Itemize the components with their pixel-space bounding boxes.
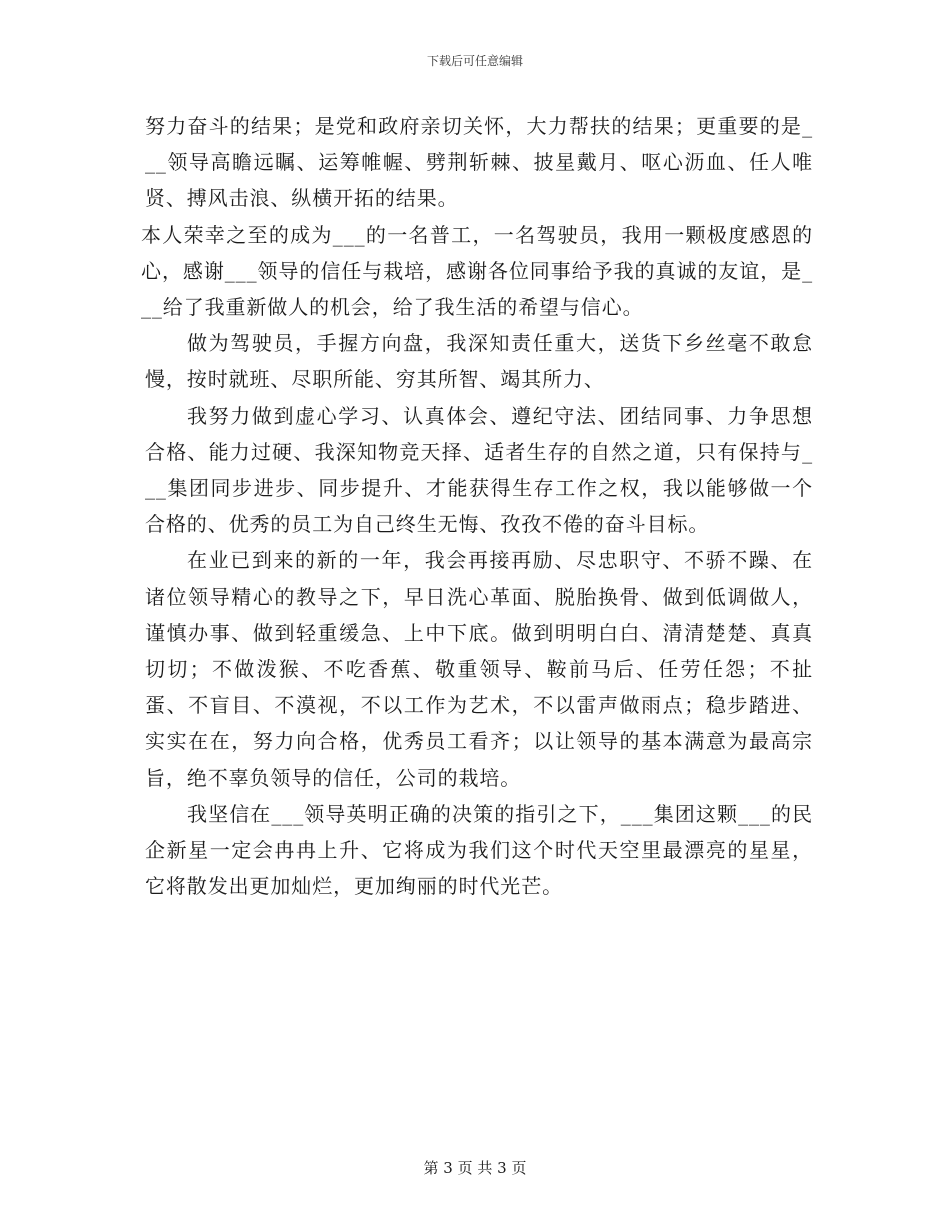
paragraph-1: 努力奋斗的结果；是党和政府亲切关怀，大力帮扶的结果；更重要的是___领导高瞻远瞩、运筹帷幄、劈荆斩棘、披星戴月、呕心沥血、任人唯贤、搏风击浪、纵横开拓的结果。 bbox=[145, 114, 813, 211]
paragraph-3: 做为驾驶员，手握方向盘，我深知责任重大，送货下乡丝毫不敢怠慢，按时就班、尽职所能、穷其所智、竭其所力、 bbox=[145, 331, 813, 392]
page-number: 第 3 页 共 3 页 bbox=[423, 1159, 527, 1177]
document-body bbox=[141, 108, 813, 904]
paragraph-5: 在业已到来的新的一年，我会再接再励、尽忠职守、不骄不躁、在诸位领导精心的教导之下，早日洗心革面、脱胎换骨、做到低调做人，谨慎办事、做到轻重缓急、上中下底。做到明明白白、清清楚楚、真真切切；不做泼猴、不吃香蕉、敬重领导、鞍前马后、任劳任怨；不扯蛋、不盲目、不漠视，不以工作为艺术，不以雷声做雨点；稳步踏进、实实在在，努力向合格，优秀员工看齐；以让领导的基本满意为最高宗旨，绝不辜负领导的信任，公司的栽培。 bbox=[145, 548, 813, 790]
paragraph-6: 我坚信在___领导英明正确的决策的指引之下，___集团这颗___的民企新星一定会冉冉上升、它将成为我们这个时代天空里最漂亮的星星，它将散发出更加灿烂，更加绚丽的时代光芒。 bbox=[145, 801, 813, 899]
paragraph-2: 本人荣幸之至的成为___的一名普工，一名驾驶员，我用一颗极度感恩的心，感谢___领导的信任与栽培，感谢各位同事给予我的真诚的友谊，是___给了我重新做人的机会，给了我生活的希望与信心。 bbox=[141, 222, 813, 320]
paragraph-4: 我努力做到虚心学习、认真体会、遵纪守法、团结同事、力争思想合格、能力过硬、我深知物竞天择、适者生存的自然之道，只有保持与___集团同步进步、同步提升、才能获得生存工作之权，我以能够做一个合格的、优秀的员工为自己终生无悔、孜孜不倦的奋斗目标。 bbox=[145, 403, 813, 537]
page-header-note: 下载后可任意编辑 bbox=[426, 54, 523, 68]
